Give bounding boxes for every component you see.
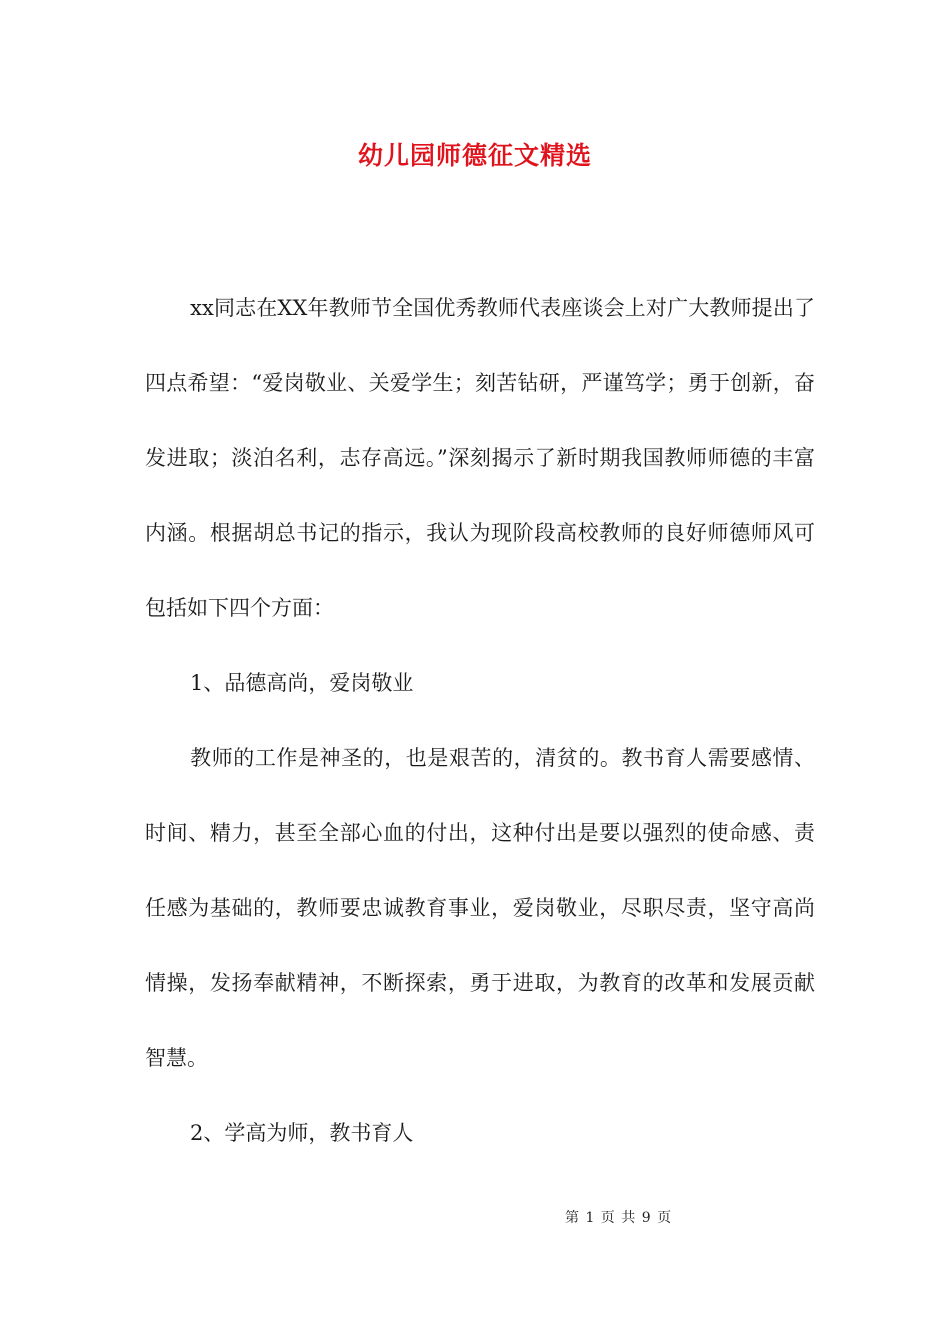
paragraph-section-1: 教师的工作是神圣的，也是艰苦的，清贫的。教书育人需要感情、时间、精力，甚至全部心血的付出，这种付出是要以强烈的使命感、责任感为基础的，教师要忠诚教育事业，爱岗敬业，尽职尽责，坚守高尚情操，发扬奉献精神，不断探索，勇于进取，为教育的改革和发展贡献智慧。	[145, 746, 815, 1070]
document-title: 幼儿园师德征文精选	[357, 141, 592, 170]
page-number-footer: 第 1 页 共 9 页	[565, 1210, 673, 1226]
paragraph-intro: xx同志在XX年教师节全国优秀教师代表座谈会上对广大教师提出了四点希望：“爱岗敬业、关爱学生；刻苦钻研，严谨笃学；勇于创新，奋发进取；淡泊名利，志存高远。”深刻揭示了新时期我国教师师德的丰富内涵。根据胡总书记的指示，我认为现阶段高校教师的良好师德师风可包括如下四个方面：	[145, 296, 815, 620]
document-body	[145, 271, 815, 1171]
section-heading-1: 1、品德高尚，爱岗敬业	[190, 671, 414, 695]
section-heading-2: 2、学高为师，教书育人	[190, 1121, 414, 1145]
